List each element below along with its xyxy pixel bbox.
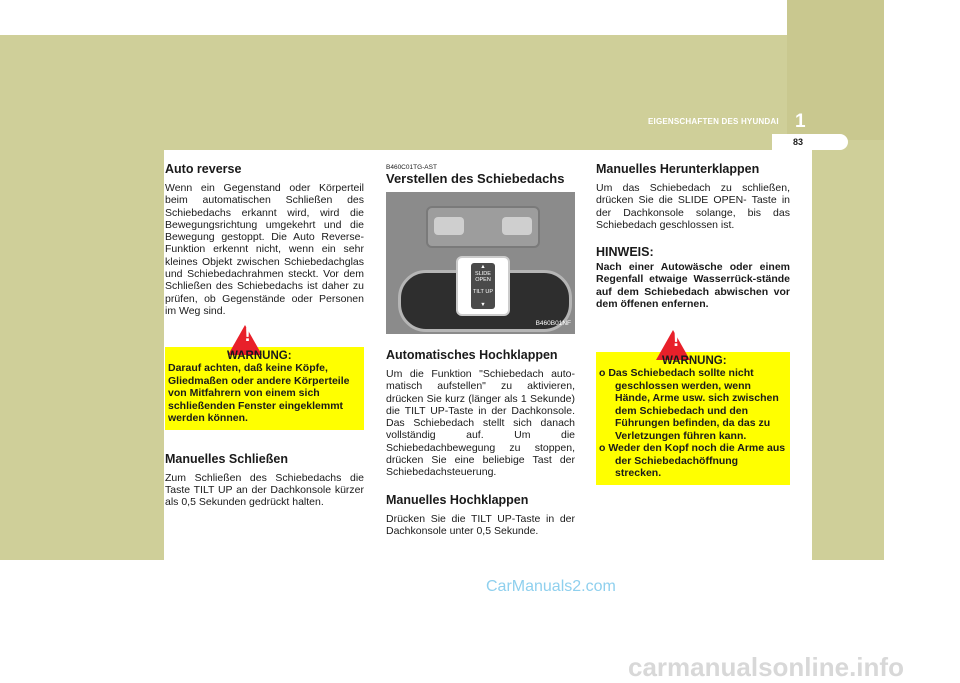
note-heading: HINWEIS: — [596, 245, 654, 260]
roof-console-figure — [386, 192, 575, 334]
map-lamp-left — [434, 217, 464, 235]
page-number-pill — [772, 134, 848, 150]
arrow-up-icon: ▲ — [480, 264, 486, 270]
switch-slide-open-label: SLIDE OPEN — [475, 271, 491, 283]
warning-box-right — [596, 330, 790, 485]
column-left — [165, 162, 364, 509]
carmanuals-watermark: CarManuals2.com — [486, 578, 616, 595]
arrow-down-icon: ▼ — [480, 302, 486, 308]
exclamation-icon: ! — [672, 330, 680, 352]
warning-text: Darauf achten, daß keine Köpfe, Gliedmaßen oder andere Körperteile von Mitfahrern von einem sich schließenden Fenster eingeklemmt werden können. — [168, 362, 350, 425]
auto-reverse-text: Wenn ein Gegenstand oder Körperteil beim automatischen Schließen des Schiebedachs erkannt wird, wird die Bewegungsrichtung umgekehrt und die Bewegung gestoppt. Die Auto Reverse-Funktion erkennt nicht, wenn ein sehr kleines Objekt zwischen Schiebedachglas und Schiebedachrahmen steckt. Vor dem Schließen des Schiebedachs ist daher zu prüfen, ob Gegenstände oder Personen im Weg sind. — [165, 182, 364, 317]
overhead-console — [426, 206, 540, 248]
warning-item: o Das Schiebedach sollte nicht geschlossen werden, wenn Hände, Arme usw. sich zwischen dem Schiebedach und den Führungen befinden, da das zu Verletzungen führen kann. — [599, 367, 779, 442]
manual-close-heading: Manuelles Schließen — [165, 451, 288, 466]
chapter-number: 1 — [795, 111, 806, 132]
exclamation-icon: ! — [244, 325, 251, 347]
manual-down-text: Um das Schiebedach zu schließen, drücken Sie die SLIDE OPEN- Taste in der Dachkonsole solange, bis das Schiebedach geschlossen ist. — [596, 182, 790, 231]
page-number: 83 — [793, 137, 804, 147]
note-text: Nach einer Autowäsche oder einem Regenfall etwaige Wasserrück-stände auf dem Schiebedach abwischen vor dem öffenen enfernen. — [596, 261, 790, 311]
manual-tilt-heading: Manuelles Hochklappen — [386, 492, 529, 507]
site-watermark: carmanualsonline.info — [628, 652, 904, 682]
column-middle — [386, 162, 575, 537]
auto-reverse-heading: Auto reverse — [165, 162, 242, 176]
section-code: B460C01TG-AST — [386, 164, 437, 171]
map-lamp-right — [502, 217, 532, 235]
warning-box-left — [165, 325, 364, 430]
figure-code: B460B01NF — [535, 319, 571, 327]
manual-close-text: Zum Schließen des Schiebedachs die Taste TILT UP an der Dachkonsole kürzer als 0,5 Sekunden gedrückt halten. — [165, 471, 364, 509]
manual-down-heading: Manuelles Herunterklappen — [596, 162, 760, 176]
sunroof-switch-callout — [456, 256, 510, 316]
warning-item: o Weder den Kopf noch die Arme aus der Schiebedachöffnung strecken. — [599, 442, 786, 480]
sunroof-switch — [471, 263, 495, 309]
warning-list — [599, 367, 787, 480]
switch-tilt-up-label: TILT UP — [473, 289, 493, 295]
auto-tilt-text: Um die Funktion "Schiebedach auto-matisch aufstellen" zu aktivieren, drücken Sie kurz (länger als 1 Sekunde) die TILT UP-Taste in der Dachkonsole. Das Schiebedach stellt sich danach vollständig auf. Um die Schiebedachbewegung zu stoppen, drücken Sie eine beliebige Tast der Schiebedachsteuerung. — [386, 368, 575, 479]
chapter-title: EIGENSCHAFTEN DES HYUNDAI — [648, 117, 779, 126]
warning-title: WARNUNG: — [227, 350, 292, 363]
column-right — [596, 162, 790, 485]
warning-title: WARNUNG: — [662, 355, 727, 368]
auto-tilt-heading: Automatisches Hochklappen — [386, 348, 558, 362]
manual-tilt-text: Drücken Sie die TILT UP-Taste in der Dachkonsole unter 0,5 Sekunde. — [386, 512, 575, 537]
section-heading: Verstellen des Schiebedachs — [386, 171, 565, 186]
